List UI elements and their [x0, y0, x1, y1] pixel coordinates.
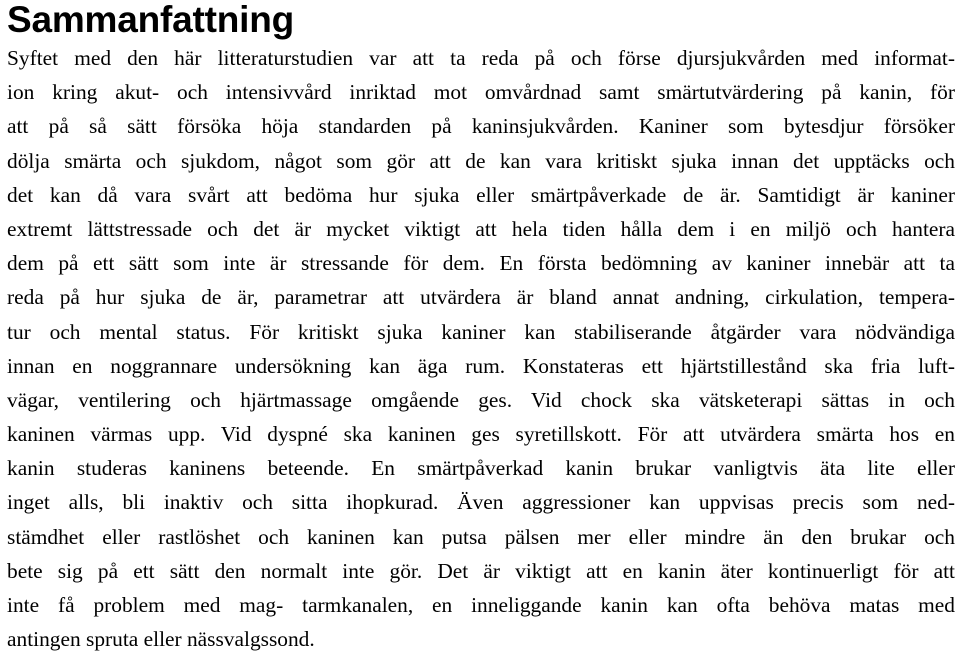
- paragraph-line: stämdhet eller rastlöshet och kaninen kan putsa pälsen mer eller mindre än den brukar och: [7, 524, 955, 549]
- paragraph-line: kanin studeras kaninens beteende. En smärtpåverkad kanin brukar vanligtvis äta lite eller: [7, 456, 955, 481]
- paragraph-line: kaninen värmas upp. Vid dyspné ska kaninen ges syretillskott. För att utvärdera smärta hos en: [7, 422, 955, 447]
- paragraph-line: innan en noggrannare undersökning kan äga rum. Konstateras ett hjärtstillestånd ska fria luft-: [7, 353, 955, 378]
- paragraph-line: att på så sätt försöka höja standarden på kaninsjukvården. Kaniner som bytesdjur försöker: [7, 114, 955, 139]
- paragraph-line: det kan då vara svårt att bedöma hur sjuka eller smärtpåverkade de är. Samtidigt är kaniner: [7, 182, 955, 207]
- paragraph-line: vägar, ventilering och hjärtmassage omgående ges. Vid chock ska vätsketerapi sättas in och: [7, 387, 955, 412]
- paragraph-line: ion kring akut- och intensivvård inriktad mot omvårdnad samt smärtutvärdering på kanin, för: [7, 80, 955, 105]
- paragraph-line: bete sig på ett sätt den normalt inte gör. Det är viktigt att en kanin äter kontinuerligt för att: [7, 558, 955, 583]
- paragraph-line: reda på hur sjuka de är, parametrar att utvärdera är bland annat andning, cirkulation, tempera-: [7, 285, 955, 310]
- paragraph-line: tur och mental status. För kritiskt sjuka kaniner kan stabiliserande åtgärder vara nödvändiga: [7, 319, 955, 344]
- paragraph-line: dem på ett sätt som inte är stressande för dem. En första bedömning av kaniner innebär att ta: [7, 251, 955, 276]
- page-title: Sammanfattning: [7, 0, 295, 40]
- summary-paragraph: [7, 41, 955, 656]
- document-page: [7, 0, 955, 656]
- paragraph-line: inte få problem med mag- tarmkanalen, en inneliggande kanin kan ofta behöva matas med: [7, 593, 955, 617]
- paragraph-line: dölja smärta och sjukdom, något som gör att de kan vara kritiskt sjuka innan det upptäcks och: [7, 148, 955, 173]
- paragraph-line: Syftet med den här litteraturstudien var att ta reda på och förse djursjukvården med informat-: [7, 46, 955, 70]
- paragraph-line: inget alls, bli inaktiv och sitta ihopkurad. Även aggressioner kan uppvisas precis som ned-: [7, 490, 955, 515]
- paragraph-line: extremt lättstressade och det är mycket viktigt att hela tiden hålla dem i en miljö och hantera: [7, 216, 955, 241]
- paragraph-line: antingen spruta eller nässvalgssond.: [7, 627, 315, 652]
